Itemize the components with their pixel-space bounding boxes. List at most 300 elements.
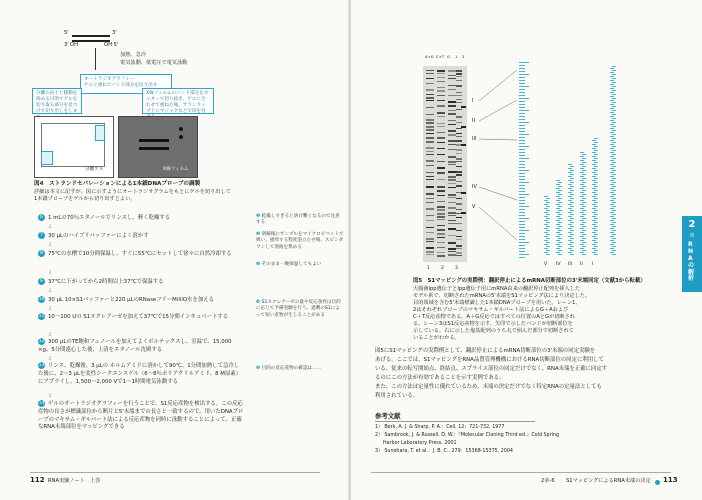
probe-segment	[570, 218, 574, 219]
probe-segment	[592, 152, 596, 153]
figure4-caption-line1: 詳細は本文に記すが、図に示すようにオートラジオグラムをもとにゲルを切り出して	[34, 189, 231, 195]
probe-segment	[610, 84, 614, 85]
gel-band	[437, 81, 445, 82]
gel-band	[437, 87, 445, 88]
probe-segment	[570, 214, 574, 215]
probe-segment	[612, 110, 616, 111]
probe-segment	[582, 230, 586, 231]
probe-segment	[570, 250, 574, 251]
probe-segment	[558, 226, 562, 227]
probe-segment	[580, 252, 584, 253]
film-note-box: X線フィルムのバンド部分をカッターで切り抜き、ゲルに合わせて重ねた後、サランラップ上にマジックなどで印を付	[142, 88, 214, 114]
probe-segment	[592, 252, 596, 253]
gel-band	[456, 255, 462, 256]
probe-segment	[568, 208, 572, 209]
probe-segment	[594, 246, 598, 247]
gel-band	[426, 83, 434, 84]
probe-segment	[592, 240, 596, 241]
sequence-tick	[519, 68, 525, 69]
probe-segment	[582, 166, 586, 167]
probe-segment	[594, 214, 598, 215]
probe-segment	[556, 220, 560, 221]
probe-segment	[570, 178, 574, 179]
gel-band	[437, 186, 445, 188]
probe-segment	[610, 92, 614, 93]
probe-segment	[610, 160, 614, 161]
protocol-step	[38, 278, 244, 287]
gel-band-strong	[461, 126, 466, 128]
gel-band	[448, 228, 456, 230]
gel-band	[448, 113, 456, 115]
sequence-tick	[519, 104, 525, 105]
gel-band	[437, 148, 445, 149]
references-rule	[375, 421, 535, 422]
gel-band	[448, 242, 456, 244]
figure5-caption-line: 大腸菌lpp遺伝子とlpp遺伝子用にmRNA由来の翻訳停止配列を挿入した	[413, 286, 581, 292]
down-arrow-icon: ⇩	[48, 306, 53, 312]
chapter-title: RNAの解析	[688, 241, 695, 283]
probe-segment	[546, 202, 550, 203]
probe-segment	[612, 94, 616, 95]
body-text-line: いる。従来の転写開始点、終結点、スプライス部位の同定だけでなく、RNA末端を正確に同定す	[375, 366, 608, 372]
probe-segment	[558, 238, 562, 239]
reference-item: 3） Sunohara, T. et al.：J. B. C., 279：15368-15375, 2004	[375, 449, 513, 454]
probe-segment	[594, 190, 598, 191]
probe-segment	[594, 206, 598, 207]
sequence-tick	[519, 215, 525, 216]
probe-segment	[544, 212, 548, 213]
probe-segment	[544, 196, 548, 197]
probe-segment	[568, 180, 572, 181]
figure5-caption-line: C＋T反応産物である。A＋G反応ではすべての位置のAとGが切断され	[413, 314, 575, 320]
gel-autoradiograph	[423, 54, 467, 271]
process-arrow-line	[95, 48, 96, 70]
probe-segment	[570, 198, 574, 199]
probe-segment	[558, 182, 562, 183]
probe-segment	[610, 252, 614, 253]
probe-segment	[594, 154, 598, 155]
sequence-tick	[519, 224, 525, 225]
band-label: V	[472, 204, 476, 210]
gel-band	[448, 215, 456, 216]
probe-segment	[582, 222, 586, 223]
probe-segment	[612, 118, 616, 119]
gel-band-strong	[461, 106, 466, 108]
probe-segment	[610, 204, 614, 205]
probe-segment	[612, 130, 616, 131]
probe-segment	[556, 180, 560, 181]
probe-segment	[546, 250, 550, 251]
probe-segment	[582, 194, 586, 195]
probe-segment	[570, 254, 574, 255]
gel-band	[456, 92, 462, 93]
probe-segment	[558, 210, 562, 211]
probe-segment	[612, 106, 616, 107]
probe-segment	[592, 216, 596, 217]
gel-band	[437, 233, 445, 235]
gel-band	[437, 95, 445, 96]
xray-film	[118, 116, 198, 178]
gel-band	[437, 112, 445, 114]
probe-segment	[568, 172, 572, 173]
probe-segment	[594, 234, 598, 235]
gel-band	[437, 172, 445, 174]
probe-segment	[568, 196, 572, 197]
probe-segment	[612, 214, 616, 215]
probe-segment	[612, 78, 616, 79]
gel-band	[437, 132, 445, 133]
gel-band	[456, 252, 462, 254]
gel-band	[456, 122, 462, 123]
probe-segment	[610, 124, 614, 125]
gel-band	[456, 203, 462, 205]
probe-segment	[582, 218, 586, 219]
probe-segment	[582, 170, 586, 171]
probe-segment	[580, 224, 584, 225]
gel-band	[448, 101, 456, 103]
gel-band	[437, 201, 445, 202]
sequence-tick	[519, 119, 525, 120]
probe-segment	[612, 174, 616, 175]
gel-band	[448, 149, 456, 150]
probe-segment	[570, 202, 574, 203]
gel-band	[426, 215, 434, 216]
probe-segment	[610, 224, 614, 225]
sequence-tick	[519, 122, 529, 123]
gel-band	[456, 153, 462, 154]
gel-band	[437, 255, 445, 257]
gel-band	[448, 110, 456, 111]
probe-segment	[612, 254, 616, 255]
gel-band	[426, 172, 434, 173]
down-arrow-icon: ⇩	[48, 288, 53, 294]
gel-band	[448, 235, 456, 236]
probe-segment	[582, 234, 586, 235]
gel-band	[456, 102, 462, 103]
gel-band	[426, 94, 434, 95]
gel-band	[456, 116, 462, 118]
gel-band	[426, 251, 434, 253]
gel-band	[426, 133, 434, 134]
probe-segment	[612, 74, 616, 75]
gel-band	[456, 236, 462, 237]
probe-segment	[610, 216, 614, 217]
sequence-tick	[519, 128, 525, 129]
probe-segment	[610, 208, 614, 209]
probe-segment	[556, 240, 560, 241]
probe-segment	[610, 172, 614, 173]
probe-segment	[556, 200, 560, 201]
note-bullet-icon: ❶	[256, 214, 262, 219]
probe-segment	[612, 178, 616, 179]
probe-segment	[592, 160, 596, 161]
probe-label: III	[568, 262, 573, 267]
step-text: 300 μLのTE飽和フェノールを加えてよくボルテックスし、室温で、15,000 ×g、5分間遠心した後、上清をエタノール沈殿する	[38, 339, 232, 353]
gel-band	[448, 75, 456, 76]
side-note-text: 乾燥しすぎると溶け難くなるので注意する	[256, 214, 340, 226]
step-text: リンス、乾燥後、3 μLの ホルムアミドに溶かして90℃、1分間加熱して急冷した後に、2〜3 μLを変性シークエンスゲル（6〜8％ポリアクリルアミド、8 M尿素）にアプライし、1,500〜2,000 Vで1〜1時間電気泳動する	[38, 363, 242, 385]
step-text: 30 μLのハイブリバッファーによく溶かす	[48, 233, 149, 239]
probe-segment	[612, 126, 616, 127]
gel-band	[448, 105, 456, 107]
step-number: 9	[38, 278, 45, 285]
figure5-caption-line: 示している。右に示した塩基配列のうち丸で囲んだ部分で切断されて	[413, 328, 574, 334]
gel-band	[448, 187, 456, 188]
probe-segment	[568, 200, 572, 201]
probe-segment	[592, 228, 596, 229]
gel-band	[426, 70, 434, 71]
gel-band	[426, 97, 434, 99]
probe-segment	[558, 234, 562, 235]
gel-band	[456, 181, 462, 182]
probe-segment	[570, 242, 574, 243]
step-number: 12	[38, 339, 45, 344]
probe-segment	[580, 244, 584, 245]
probe-segment	[612, 86, 616, 87]
probe-segment	[594, 194, 598, 195]
gel-band	[426, 122, 434, 124]
gel-band	[456, 136, 462, 137]
gel-band	[437, 209, 445, 211]
gel-band	[448, 78, 456, 79]
probe-segment	[568, 252, 572, 253]
sequence-tick	[519, 191, 525, 192]
protocol-step	[38, 362, 244, 386]
sequence-tick	[519, 221, 525, 222]
probe-segment	[594, 186, 598, 187]
probe-segment	[610, 132, 614, 133]
film-band	[139, 139, 169, 142]
gel-band	[456, 128, 462, 129]
gel-band	[426, 176, 434, 177]
probe-segment	[612, 242, 616, 243]
probe-segment	[594, 178, 598, 179]
probe-segment	[570, 194, 574, 195]
probe-segment	[592, 200, 596, 201]
left-footer-title: RNA実験ノート 上巻	[48, 478, 101, 484]
strand-label-oh: OH	[70, 42, 78, 48]
probe-segment	[544, 228, 548, 229]
gel-band	[456, 149, 462, 151]
probe-segment	[580, 232, 584, 233]
sequence-tick	[519, 101, 525, 102]
sequence-tick	[519, 71, 525, 72]
gel-band	[456, 209, 462, 210]
probe-segment	[580, 228, 584, 229]
probe-segment	[612, 150, 616, 151]
gel-band	[426, 247, 434, 249]
gel-band	[437, 252, 445, 253]
sequence-tick	[519, 95, 525, 96]
gel-band	[426, 137, 434, 139]
gel-band	[426, 147, 434, 149]
gel-band	[448, 95, 456, 96]
probe-segment	[594, 162, 598, 163]
probe-segment	[582, 182, 586, 183]
band-label: I	[472, 98, 474, 104]
probe-segment	[582, 250, 586, 251]
sequence-tick	[519, 113, 525, 114]
probe-segment	[544, 248, 548, 249]
probe-segment	[582, 190, 586, 191]
gel-band	[456, 223, 462, 224]
probe-segment	[582, 210, 586, 211]
probe-segment	[558, 202, 562, 203]
probe-segment	[592, 196, 596, 197]
sequence-tick	[519, 227, 525, 228]
gel-band	[456, 217, 462, 218]
probe-segment	[612, 206, 616, 207]
side-note	[256, 366, 344, 372]
left-page-number: 112	[30, 476, 45, 484]
strand-bottom	[72, 40, 110, 42]
gel-band	[456, 171, 462, 173]
gel-band	[456, 248, 462, 249]
right-page-number: 113	[663, 476, 678, 484]
probe-segment	[594, 198, 598, 199]
probe-segment	[610, 96, 614, 97]
left-page	[0, 0, 350, 500]
probe-segment	[546, 226, 550, 227]
sequence-tick	[519, 239, 525, 240]
probe-segment	[610, 128, 614, 129]
probe-segment	[594, 210, 598, 211]
gel-band	[426, 126, 434, 128]
probe-segment	[610, 188, 614, 189]
gel-band	[426, 241, 434, 242]
probe-segment	[610, 164, 614, 165]
probe-segment	[556, 228, 560, 229]
probe-segment	[580, 156, 584, 157]
probe-segment	[570, 170, 574, 171]
probe-segment	[558, 190, 562, 191]
side-note	[256, 214, 344, 227]
strand-top	[72, 35, 110, 37]
probe-segment	[594, 142, 598, 143]
protocol-step	[38, 214, 244, 223]
band-label: II	[472, 118, 475, 124]
probe-segment	[594, 238, 598, 239]
probe-segment	[580, 236, 584, 237]
sequence-tick	[519, 77, 525, 78]
gel-band	[426, 202, 434, 203]
probe-segment	[568, 232, 572, 233]
sequence-tick	[519, 251, 525, 252]
probe-segment	[594, 150, 598, 151]
step-text: 75℃の水槽で10分間保温し、すぐに55℃にセットして徐々に自然冷却する	[48, 251, 232, 257]
probe-segment	[556, 252, 560, 253]
probe-segment	[594, 146, 598, 147]
side-note-text: そのまま一晩保温してもよい	[261, 262, 322, 267]
probe-segment	[592, 188, 596, 189]
probe-segment	[592, 236, 596, 237]
probe-segment	[580, 220, 584, 221]
gel-band	[448, 202, 456, 203]
band-label: IV	[472, 184, 477, 190]
gel-band	[448, 220, 456, 221]
gel-band	[437, 247, 445, 248]
probe-segment	[592, 172, 596, 173]
probe-segment	[610, 108, 614, 109]
gel-band	[437, 161, 445, 162]
probe-segment	[592, 184, 596, 185]
sequence-tick	[519, 116, 525, 117]
probe-segment	[580, 184, 584, 185]
protocol-step	[38, 338, 244, 355]
probe-segment	[612, 198, 616, 199]
body-text-line: また、この方法は定量性に優れているため、末端の決定だけでなく特定RNAの定量法としても	[375, 384, 602, 390]
gel-band	[426, 100, 434, 101]
probe-segment	[580, 160, 584, 161]
sequence-tick	[519, 74, 529, 75]
probe-segment	[558, 230, 562, 231]
probe-segment	[544, 200, 548, 201]
probe-segment	[610, 180, 614, 181]
probe-segment	[558, 186, 562, 187]
probe-segment	[570, 174, 574, 175]
probe-segment	[610, 144, 614, 145]
sequence-tick	[519, 65, 525, 66]
probe-segment	[580, 176, 584, 177]
protocol-step	[38, 232, 244, 241]
gel-band	[426, 114, 434, 115]
probe-segment	[570, 182, 574, 183]
band-label: III	[472, 136, 477, 142]
probe-segment	[592, 156, 596, 157]
gel-band	[448, 207, 456, 209]
gel-band	[426, 129, 434, 131]
probe-segment	[612, 238, 616, 239]
probe-segment	[610, 228, 614, 229]
gel-band	[456, 245, 462, 247]
gel-band	[448, 248, 456, 250]
protocol-step	[38, 296, 244, 305]
gel-band	[448, 183, 456, 184]
probe-segment	[612, 246, 616, 247]
gel-band	[456, 185, 462, 187]
probe-segment	[610, 220, 614, 221]
gel-band-strong	[461, 192, 466, 194]
probe-segment	[570, 222, 574, 223]
probe-segment	[544, 204, 548, 205]
sequence-tick	[519, 140, 525, 141]
sequence-tick	[519, 209, 525, 210]
probe-segment	[594, 250, 598, 251]
gel-band	[437, 237, 445, 238]
probe-segment	[610, 140, 614, 141]
probe-segment	[558, 214, 562, 215]
gel-band	[448, 223, 456, 224]
probe-segment	[610, 236, 614, 237]
probe-segment	[570, 246, 574, 247]
probe-diagram	[527, 136, 637, 256]
probe-segment	[610, 232, 614, 233]
strand-label-5-top: 5'	[64, 30, 69, 36]
gel-band	[456, 95, 462, 96]
chapter-side-tab	[682, 216, 702, 292]
gel-band	[437, 216, 445, 218]
probe-segment	[592, 248, 596, 249]
sequence-tick	[519, 233, 525, 234]
gel-band	[456, 76, 462, 77]
gel-band	[448, 70, 456, 72]
sequence-tick	[519, 257, 525, 258]
gel-band-cut	[95, 125, 105, 141]
probe-segment	[570, 226, 574, 227]
probe-segment	[546, 246, 550, 247]
probe-segment	[610, 200, 614, 201]
gel-band	[426, 208, 434, 210]
